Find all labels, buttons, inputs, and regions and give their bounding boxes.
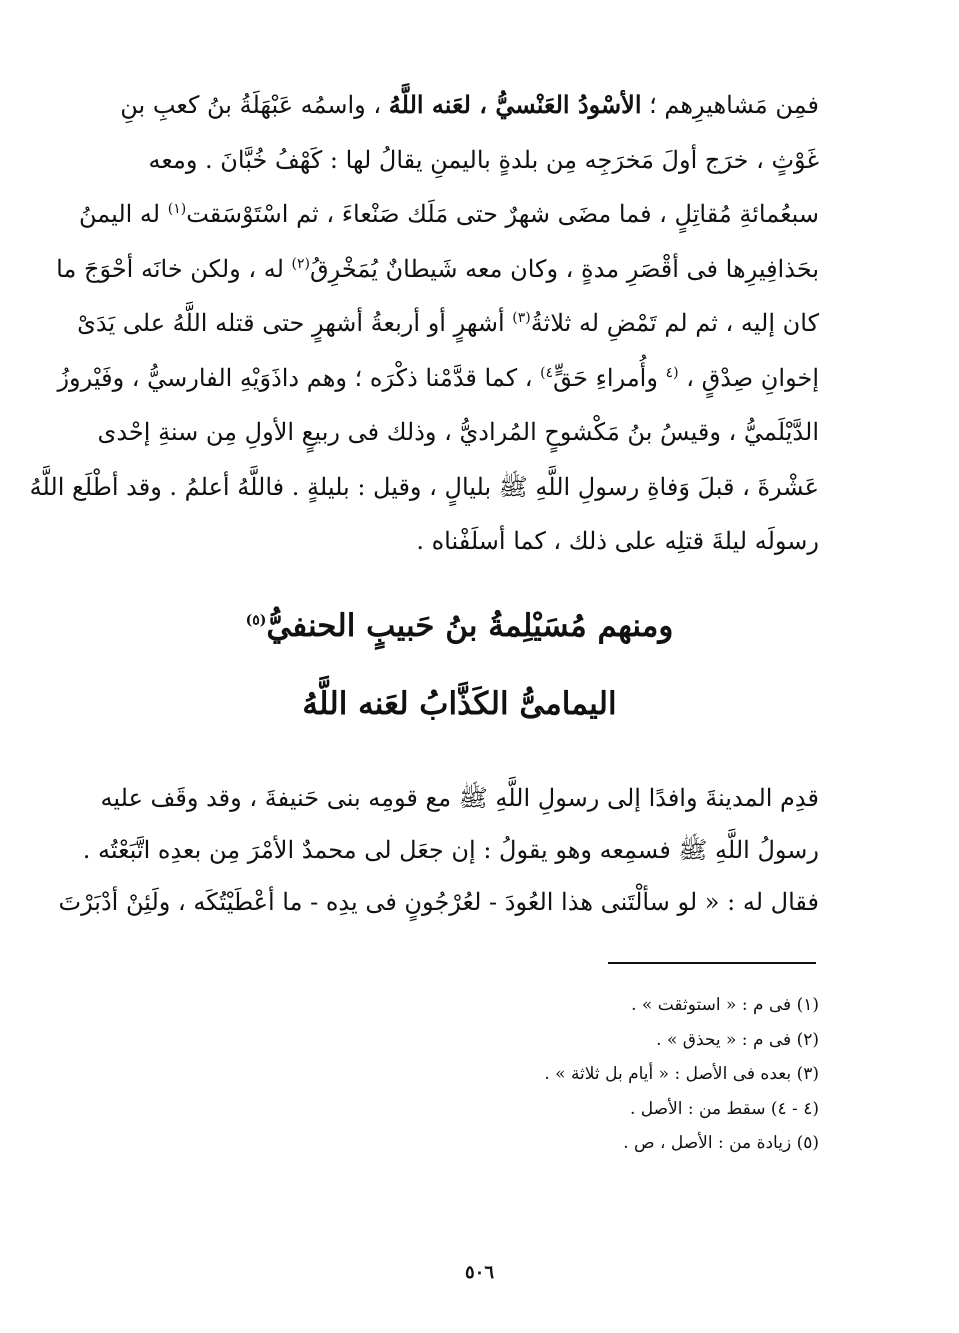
text-line: بحَذافِيرِها فى أقْصَرِ مدةٍ ، وكان معه شَيطانٌ يُمَخْرِقُ$^{(٢)}$ له ، ولكن خانَه أحْوَجَ ما: [56, 254, 819, 283]
text-line: رسولَه ليلةَ قتلِه على ذلك ، كما أسلَفْناه .: [416, 527, 819, 555]
text-line: الدَّيْلَميُّ ، وقيسُ بنُ مَكْشوحٍ المُراديُّ ، وذلك فى ربيعٍ الأولِ مِن سنةِ إحْدى: [97, 418, 819, 446]
text-line: رسولُ اللَّهِ ﷺ فسمِعه وهو يقولُ : إن جعَل لى محمدٌ الأمْرَ مِن بعدِه اتَّبَعْتُه .: [82, 836, 819, 864]
text-line: غَوْثٍ ، خرَج أولَ مَخرَجِه مِن بلدةٍ باليمنِ يقالُ لها : كَهْفُ خُبَّانَ . ومعه: [148, 145, 819, 174]
footnote: (٥) زيادة من : الأصل ، ص .: [623, 1133, 819, 1153]
footnote-separator: [608, 962, 816, 964]
footnote-ref: (٤: [665, 364, 679, 381]
footnote-ref: (١): [167, 201, 187, 217]
footnote-ref: (٣): [512, 310, 531, 326]
text-line: سبعُمائةِ مُقاتِلٍ ، فما مضَى شهرٌ حتى مَلَك صَنْعاءَ ، ثم اسْتَوْسَقت$^{(١)}$ له اليمنُ: [78, 200, 819, 228]
section-heading: ومنهم مُسَيْلِمةُ بنُ حَبيبٍ الحنفيُّ$^{(٥)}$: [245, 608, 674, 644]
bold-name: الأسْودُ العَنْسيُّ ، لعَنه اللَّهُ: [388, 90, 642, 119]
text-line: إخوانِ صِدْقٍ ، $^{(٤}$ وأُمراءِ حَقٍّ$^{٤)}$ ، كما قدَّمْنا ذكْرَه ؛ وهم داذَوَيْهِ الفارسيُّ ، وفَيْروزُ: [57, 363, 819, 392]
footnote: (٣) بعده فى الأصل : « أيام بل ثلاثة » .: [544, 1064, 819, 1084]
footnote-ref: ٤): [540, 364, 554, 381]
footnotes: [300, 988, 819, 1161]
text-line: فمِن مَشاهيرِهم ؛ الأسْودُ العَنْسيُّ ، لعَنه اللَّهُ ، واسمُه عَبْهَلَةُ بنُ كعبِ بنِ: [120, 90, 819, 119]
footnote: (١) فى م : « استوثقت » .: [631, 995, 819, 1015]
paragraph-aswad-al-ansi: [29, 78, 819, 569]
footnote: (٤ - ٤) سقط من : الأصل .: [629, 1098, 819, 1119]
footnote: (٢) فى م : « يحذق » .: [656, 1029, 819, 1050]
footnote-ref: (٢): [291, 255, 311, 272]
text-line: قدِم المدينةَ وافدًا إلى رسولِ اللَّهِ ﷺ مع قومِه بنى حَنيفةَ ، وقد وقَف عليه: [100, 784, 819, 812]
text-line: عَشْرةَ ، قبلَ وَفاةِ رسولِ اللَّهِ ﷺ بليالٍ ، وقيل : بليلةٍ . فاللَّهُ أعلمُ . وقد أطْلَع اللَّهُ: [29, 472, 819, 501]
section-subheading: اليمامىُّ الكَذَّابُ لعَنه اللَّهُ: [302, 686, 617, 722]
text-line: فقال له : « لو سألْتَنى هذا العُودَ - لعُرْجُونٍ فى يدِه - ما أعْطَيْتُكَه ، ولَئِنْ أدْبَرْتَ: [58, 888, 819, 916]
text-line: كان إليه ، ثم لم تَمْضِ له ثلاثةُ$^{(٣)}$ أشهرٍ أو أربعةُ أشهرٍ حتى قتله اللَّهُ على يَدَىْ: [77, 309, 819, 337]
page-number: ٥٠٦: [464, 1262, 494, 1283]
footnote-ref: (٥): [245, 612, 267, 629]
paragraph-musaylima: [58, 772, 819, 928]
